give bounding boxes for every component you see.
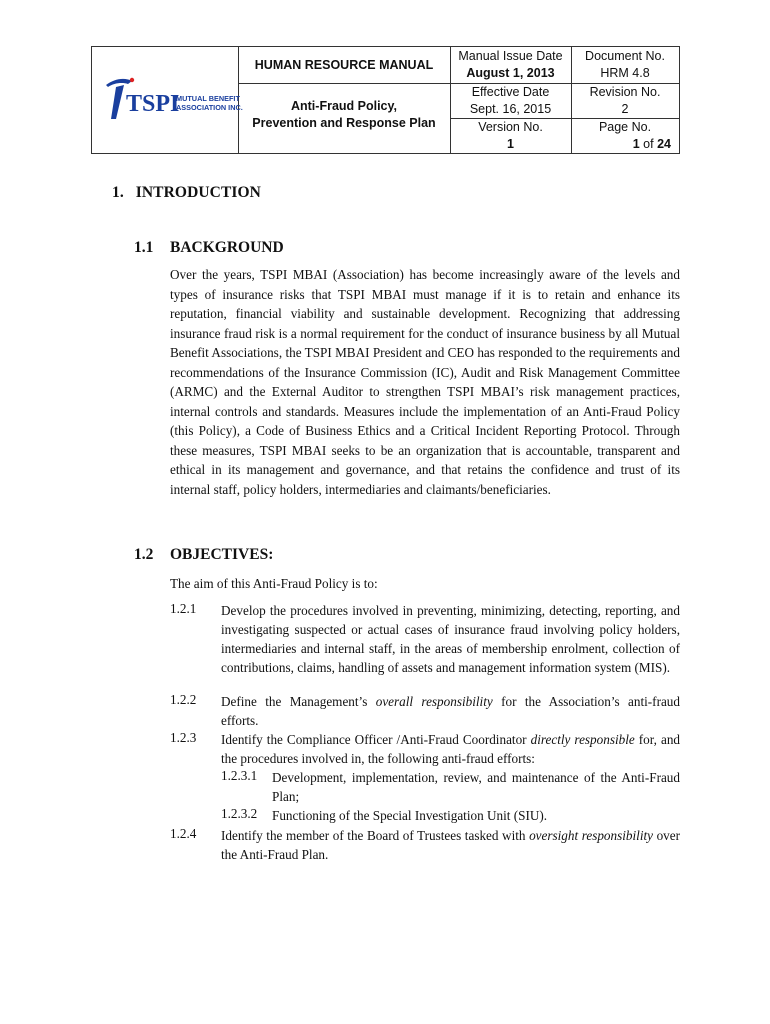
background-number: 1.1 — [134, 239, 154, 256]
svg-text:MUTUAL BENEFIT: MUTUAL BENEFIT — [176, 94, 240, 103]
list-item-number: 1.2.3 — [170, 730, 197, 745]
issue-date-cell: Manual Issue Date August 1, 2013 — [458, 49, 563, 80]
objectives-number: 1.2 — [134, 546, 154, 563]
manual-title: HUMAN RESOURCE MANUAL — [254, 58, 434, 72]
list-item-number: 1.2.4 — [170, 826, 197, 841]
effective-date-cell: Effective Date Sept. 16, 2015 — [469, 85, 552, 116]
section-heading-introduction: 1. INTRODUCTION — [112, 184, 261, 201]
list-item: Identify the member of the Board of Trustees tasked with oversight responsibility over the Anti-Fraud Plan. — [221, 828, 681, 862]
objectives-heading: OBJECTIVES: — [170, 546, 274, 563]
page-number-cell: Page No. 1 of 24 — [598, 120, 671, 151]
list-item-number: 1.2.1 — [170, 601, 197, 616]
document-number-cell: Document No. HRM 4.8 — [585, 49, 665, 80]
list-item: Develop the procedures involved in preventing, minimizing, detecting, reporting, and investigating suspected or actual cases of insurance fraud involving policy holders, intermediaries and internal staff, in the areas of membership enrolment, collection of contributions, claims, handling of assets and management information system (MIS). — [221, 603, 680, 675]
svg-text:ASSOCIATION INC.: ASSOCIATION INC. — [176, 103, 243, 112]
version-cell: Version No. 1 — [478, 120, 543, 151]
document-header-table — [91, 46, 680, 154]
list-item: Define the Management’s overall responsibility for the Association’s anti-fraud efforts. — [221, 694, 680, 728]
list-item-number: 1.2.2 — [170, 692, 197, 707]
objectives-lead: The aim of this Anti-Fraud Policy is to: — [170, 576, 378, 591]
sub-item: Functioning of the Special Investigation Unit (SIU). — [272, 808, 548, 823]
logo-wordmark: TSPI — [126, 91, 180, 117]
tspi-logo — [102, 75, 243, 123]
revision-cell: Revision No. 2 — [589, 85, 661, 116]
background-heading: BACKGROUND — [170, 239, 284, 256]
background-paragraph: Over the years, TSPI MBAI (Association) has become increasingly aware of the levels and types of insurance risks that TSPI MBAI must manage if it is to retain and enhance its reputation, financial viability and sustainable development. Recognizing that addressing insurance fraud risk is a normal requirement for the conduct of insurance business by all Mutual Benefit Associations, the TSPI MBAI President and CEO has responded to the requirements and recommendations of the Insurance Commission (IC), Audit and Risk Management Committee (ARMC) and the External Auditor to strengthen TSPI MBAI’s risk management practices, internal controls and standards. Measures include the implementation of an Anti-Fraud Policy (this Policy), a Code of Business Ethics and a Critical Incident Reporting Protocol. Through these measures, TSPI MBAI seeks to be an organization that is accountable, transparent and ethical in its management and governance, and that retains the confidence and trust of its internal staff, policy holders, intermediaries and claimants/beneficiaries. — [170, 267, 680, 497]
list-item: Identify the Compliance Officer /Anti-Fraud Coordinator directly responsible for, and the procedures involved in, the following anti-fraud efforts: — [221, 732, 681, 766]
sub-item-number: 1.2.3.1 — [221, 768, 258, 783]
policy-title: Anti-Fraud Policy, Prevention and Response Plan — [252, 99, 436, 130]
sub-item-number: 1.2.3.2 — [221, 806, 258, 821]
sub-item: Development, implementation, review, and maintenance of the Anti-Fraud Plan; — [272, 770, 680, 804]
